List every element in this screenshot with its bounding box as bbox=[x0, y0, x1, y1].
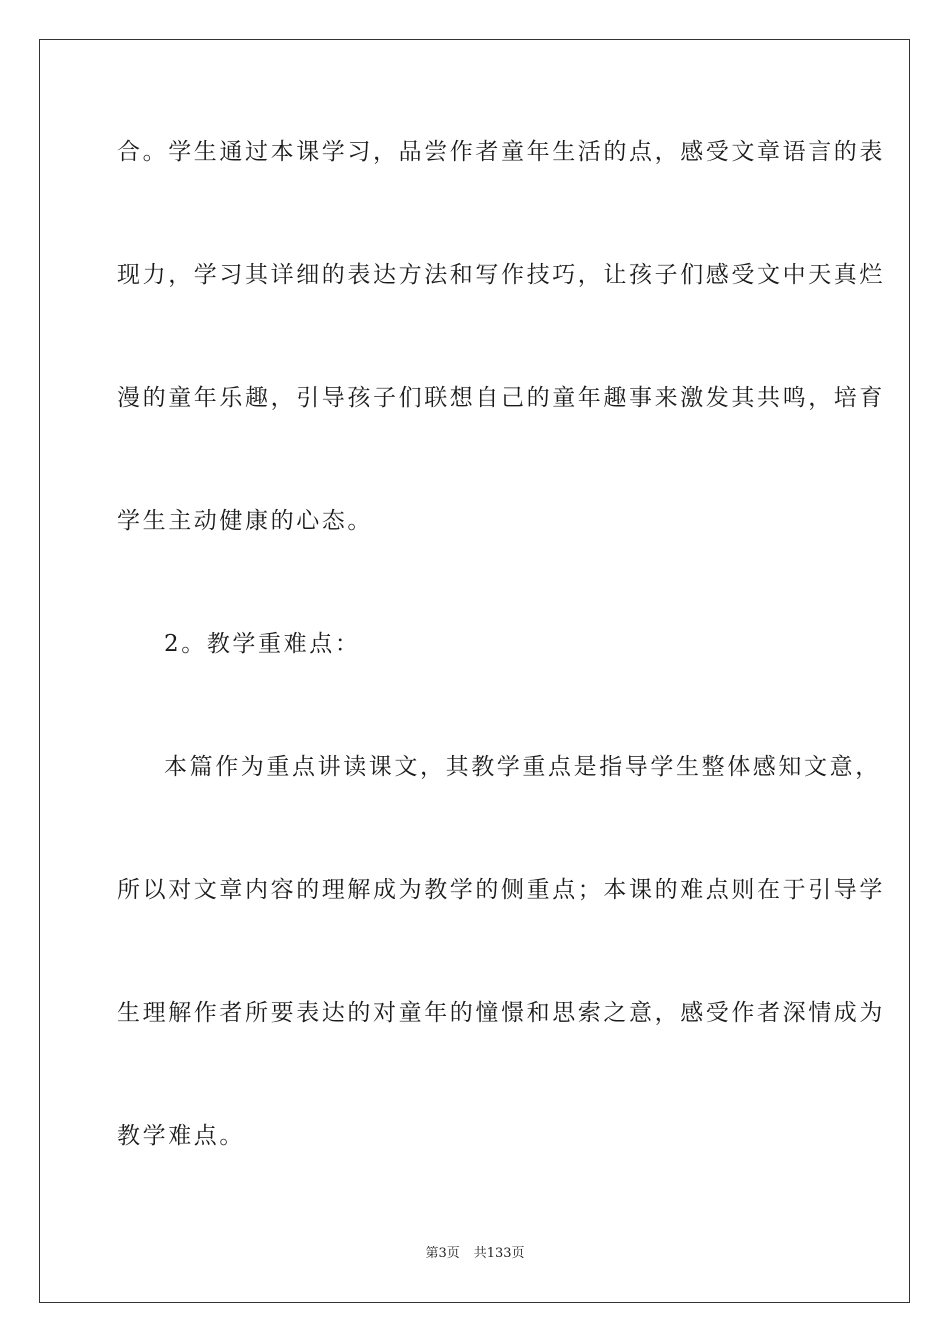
body-text-line-3: 漫的童年乐趣，引导孩子们联想自己的童年趣事来激发其共鸣，培育 bbox=[117, 385, 885, 411]
section-heading: 2。教学重难点： bbox=[164, 631, 361, 657]
body-text-line-6: 本篇作为重点讲读课文，其教学重点是指导学生整体感知文意， bbox=[164, 754, 881, 780]
page-border bbox=[39, 39, 910, 1303]
page-footer bbox=[0, 1245, 950, 1263]
body-text-line-1: 合。学生通过本课学习，品尝作者童年生活的点，感受文章语言的表 bbox=[117, 139, 885, 165]
body-text-line-9: 教学难点。 bbox=[117, 1123, 245, 1149]
total-pages: 共133页 bbox=[473, 1246, 525, 1261]
body-text-line-4: 学生主动健康的心态。 bbox=[117, 508, 373, 534]
body-text-line-2: 现力，学习其详细的表达方法和写作技巧，让孩子们感受文中天真烂 bbox=[117, 262, 885, 288]
body-text-line-8: 生理解作者所要表达的对童年的憧憬和思索之意，感受作者深情成为 bbox=[117, 1000, 885, 1026]
page-number: 第3页 bbox=[425, 1246, 460, 1261]
body-text-line-7: 所以对文章内容的理解成为教学的侧重点；本课的难点则在于引导学 bbox=[117, 877, 885, 903]
